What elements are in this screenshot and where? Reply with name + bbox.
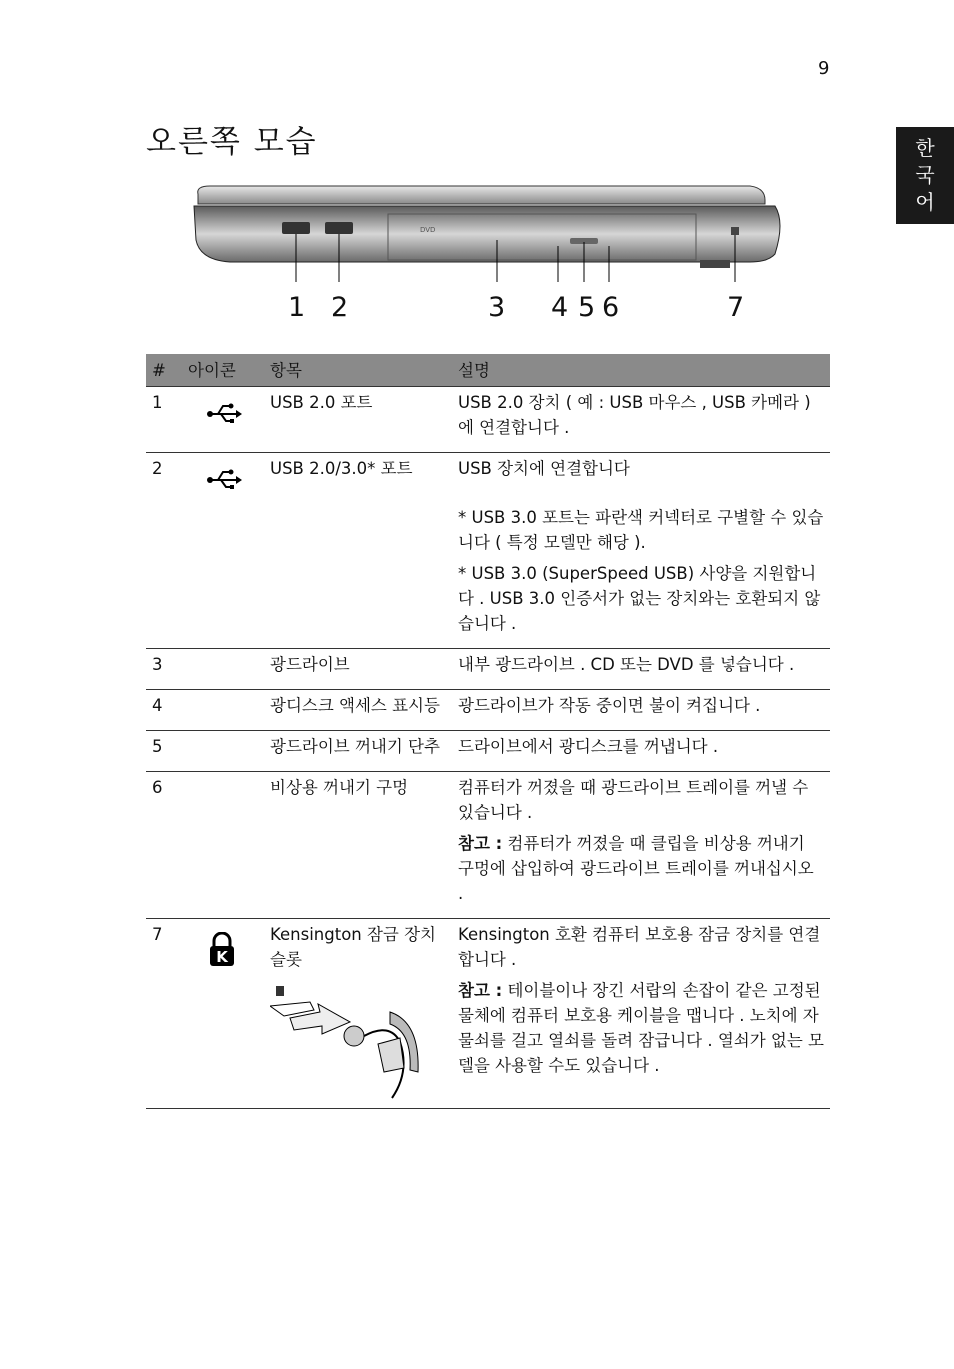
row-description <box>452 453 830 649</box>
description-text: USB 2.0 장치 ( 예 : USB 마우스 , USB 카메라 ) 에 연결합니다 . <box>458 393 811 437</box>
row-item: 광디스크 액세스 표시등 <box>264 690 452 731</box>
kensington-slot <box>731 227 739 235</box>
language-tab <box>896 127 954 224</box>
header-item: 항목 <box>264 354 452 387</box>
callout-number: 2 <box>331 292 349 323</box>
usb-icon <box>206 400 242 426</box>
kensington-lock-illustration <box>270 982 430 1102</box>
header-description: 설명 <box>452 354 830 387</box>
description-text: * USB 3.0 포트는 파란색 커넥터로 구별할 수 있습니다 ( 특정 모델만 해당 ). <box>458 508 824 552</box>
row-number: 5 <box>146 731 182 772</box>
callout-number: 7 <box>727 292 745 323</box>
note-label: 참고 : <box>458 834 503 853</box>
page-title: 오른쪽 모습 <box>146 124 318 160</box>
row-number: 7 <box>146 919 182 1109</box>
row-icon <box>182 453 264 649</box>
kensington-lock-icon <box>208 932 236 968</box>
row-description <box>452 690 830 731</box>
table-row <box>146 649 830 690</box>
row-item-text: Kensington 잠금 장치 슬롯 <box>270 925 436 969</box>
table-row <box>146 919 830 1109</box>
row-item: 광드라이브 <box>264 649 452 690</box>
note-body: 테이블이나 장긴 서랍의 손잡이 같은 고정된 물체에 컴퓨터 보호용 케이블을 맵니다 . 노치에 자물쇠를 걸고 열쇠를 돌려 잠급니다 . 열쇠가 없는 모델을 사용할 수도 있습니다 . <box>458 981 824 1075</box>
description-text: USB 장치에 연결합니다 <box>458 459 630 478</box>
table-row <box>146 731 830 772</box>
note-text <box>458 978 824 1078</box>
ports-table <box>146 354 830 1109</box>
row-number: 4 <box>146 690 182 731</box>
description-text: 컴퓨터가 꺼졌을 때 광드라이브 트레이를 꺼낼 수 있습니다 . <box>458 778 809 822</box>
usb-port-1 <box>282 222 310 234</box>
note-text <box>458 831 824 906</box>
description-text: 드라이브에서 광디스크를 꺼냅니다 . <box>458 737 719 756</box>
header-icon: 아이콘 <box>182 354 264 387</box>
language-tab-char: 어 <box>915 190 935 214</box>
description-text: Kensington 호환 컴퓨터 보호용 잠금 장치를 연결합니다 . <box>458 925 821 969</box>
note-label: 참고 : <box>458 981 503 1000</box>
row-item: 비상용 꺼내기 구멍 <box>264 772 452 919</box>
row-description <box>452 919 830 1109</box>
laptop-right-side-image <box>190 182 790 282</box>
row-description <box>452 772 830 919</box>
usb-icon <box>206 466 242 492</box>
callout-number: 1 <box>288 292 306 323</box>
row-icon <box>182 919 264 1109</box>
table-header <box>146 354 830 387</box>
header-num: # <box>146 354 182 387</box>
table-row <box>146 387 830 453</box>
row-description <box>452 731 830 772</box>
row-item <box>264 919 452 1109</box>
description-text: * USB 3.0 (SuperSpeed USB) 사양을 지원합니다 . USB 3.0 인증서가 없는 장치와는 호환되지 않습니다 . <box>458 564 821 633</box>
table-row <box>146 772 830 919</box>
callout-number: 5 <box>578 292 596 323</box>
svg-text:K: K <box>216 948 228 966</box>
row-icon <box>182 387 264 453</box>
row-description <box>452 387 830 453</box>
row-item: 광드라이브 꺼내기 단추 <box>264 731 452 772</box>
language-tab-char: 한 <box>915 136 935 160</box>
dvd-logo: DVD <box>420 226 436 234</box>
row-number: 3 <box>146 649 182 690</box>
row-number: 6 <box>146 772 182 919</box>
note-body: 컴퓨터가 꺼졌을 때 클립을 비상용 꺼내기 구멍에 삽입하여 광드라이브 트레이를 꺼내십시오 . <box>458 834 814 903</box>
row-item: USB 2.0/3.0* 포트 <box>264 453 452 649</box>
row-number: 2 <box>146 453 182 649</box>
row-description <box>452 649 830 690</box>
callout-number: 3 <box>488 292 506 323</box>
row-number: 1 <box>146 387 182 453</box>
row-item: USB 2.0 포트 <box>264 387 452 453</box>
language-tab-char: 국 <box>915 163 935 187</box>
callout-number: 6 <box>602 292 620 323</box>
table-row <box>146 453 830 649</box>
table-row <box>146 690 830 731</box>
description-text: 광드라이브가 작동 중이면 불이 켜집니다 . <box>458 696 761 715</box>
description-text: 내부 광드라이브 . CD 또는 DVD 를 넣습니다 . <box>458 655 795 674</box>
usb-port-2 <box>325 222 353 234</box>
callout-number: 4 <box>551 292 569 323</box>
page-number: 9 <box>818 58 830 79</box>
